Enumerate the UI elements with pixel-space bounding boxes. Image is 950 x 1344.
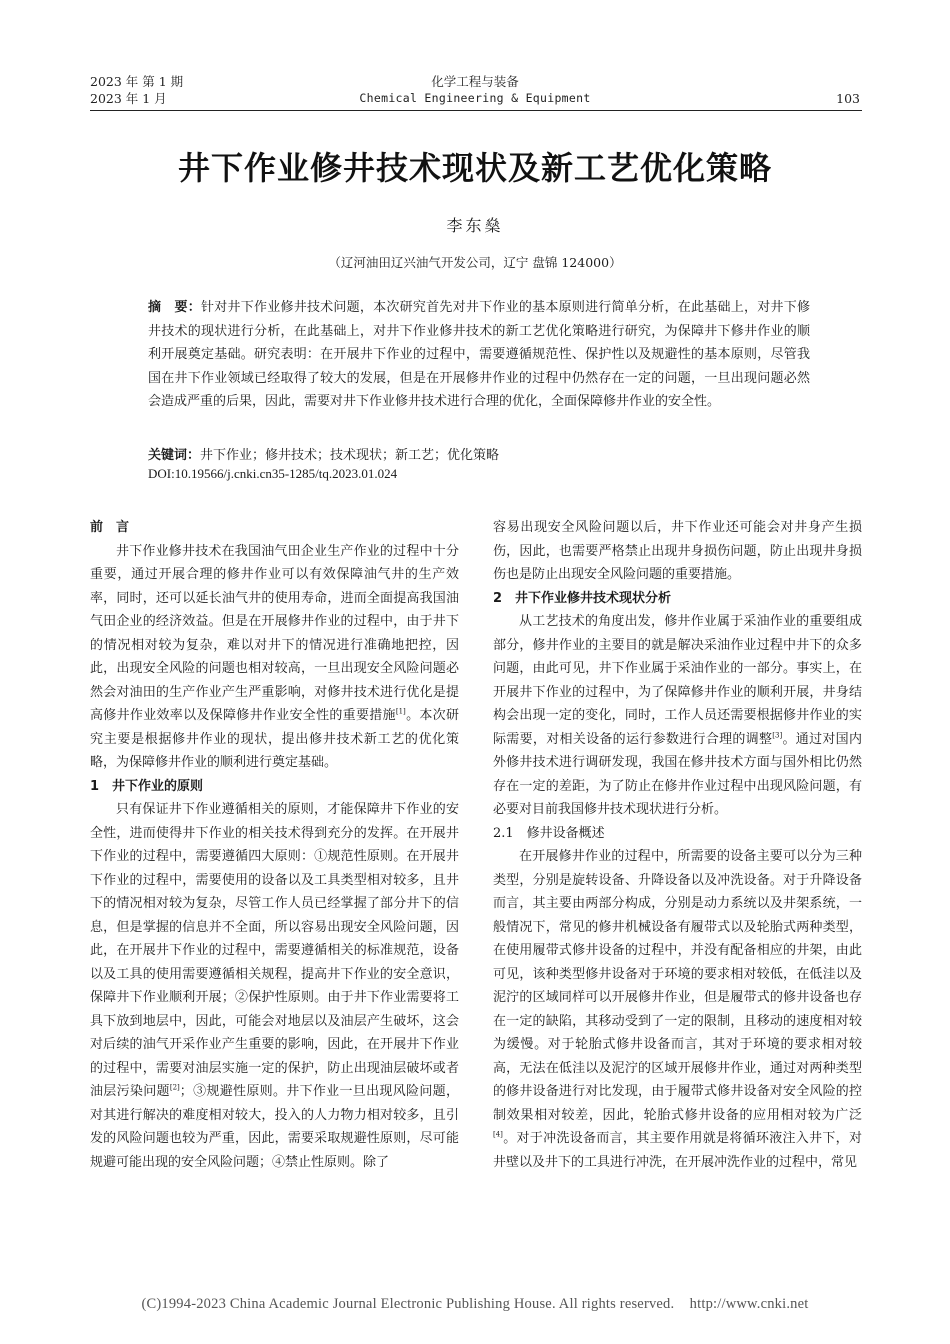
left-column [90,516,459,1174]
article-title: 井下作业修井技术现状及新工艺优化策略 [177,149,772,187]
issue-label: 2023 年 第 1 期 [90,74,184,89]
running-header-left [90,73,183,107]
doi: DOI:10.19566/j.cnki.cn35-1285/tq.2023.01.024 [148,466,398,481]
author-name: 李东燊 [446,216,504,235]
header-rule [90,110,862,111]
keywords [148,444,810,467]
paragraph-section-2-1: 在开展修井作业的过程中，所需要的设备主要可以分为三种类型，分别是旋转设备、升降设备以及冲洗设备。对于升降设备而言，其主要由两部分构成，分别是动力系统以及井架系统，一般情况下，常见的修井机械设备有履带式以及轮胎式两种类型，在使用履带式修井设备的过程中，并没有配备相应的井架，由此可见，该种类型修井设备对于环境的要求相对较低，在低洼以及泥泞的区域同样可以开展修井作业，但是履带式的修井设备也存在一定的缺陷，其移动受到了一定的限制，且移动的速度相对较为缓慢。对于轮胎式修井设备而言，其对于环境的要求相对较高，无法在低洼以及泥泞的区域开展修井作业，通过对两种类型的修井设备进行对比发现，由于履带式修井设备对安全风险的控制效果相对较差，因此，轮胎式修井设备的应用相对较为广泛[4]。对于冲洗设备而言，其主要作用就是将循环液注入井下，对井壁以及井下的工具进行冲洗，在开展冲洗作业的过程中，常见 [493,849,862,1170]
abstract-text: 针对井下作业修井技术问题，本次研究首先对井下作业的基本原则进行简单分析，在此基础上，对井下修井技术的现状进行分析，在此基础上，对井下作业修井技术的新工艺优化策略进行研究，为保障井下修井作业的顺利开展奠定基础。研究表明：在开展井下作业的过程中，需要遵循规范性、保护性以及规避性的基本原则，尽管我国在井下作业领域已经取得了较大的发展，但是在开展修井作业的过程中仍然存在一定的问题，一旦出现问题必然会造成严重的后果，因此，需要对井下作业修井技术进行合理的优化，全面保障修井作业的安全性。 [148,300,810,410]
abstract [148,296,810,414]
citation-ref: [2] [169,1083,180,1092]
paragraph-intro: 井下作业修井技术在我国油气田企业生产作业的过程中十分重要，通过开展合理的修井作业可以有效保障油气井的生产效率，同时，还可以延长油气井的使用寿命，进而全面提高我国油气田企业的经济效益。但是在开展修井作业的过程中，由于井下的情况相对较为复杂，难以对井下的情况进行准确地把控，因此，出现安全风险的问题也相对较高，一旦出现安全风险问题必然会对油田的生产作业产生严重影响，对修井技术进行优化是提高修井作业效率以及保障修井作业安全性的重要措施[1]。本次研究主要是根据修井作业的现状，提出修井技术新工艺的优化策略，为保障修井作业的顺利进行奠定基础。 [90,543,459,770]
issue-date: 2023 年 1 月 [90,91,167,106]
cnki-url[interactable]: http://www.cnki.net [689,1296,809,1312]
section-heading-1: 1 井下作业的原则 [90,778,204,794]
subsection-heading-2-1: 2.1 修井设备概述 [493,825,605,841]
citation-ref: [1] [395,707,406,716]
keywords-label: 关键词： [148,448,201,463]
journal-name-en: Chemical Engineering & Equipment [359,91,591,105]
right-column [493,516,862,1174]
author-affiliation: （辽河油田辽兴油气开发公司，辽宁 盘锦 124000） [328,255,622,270]
keywords-text: 井下作业；修井技术；技术现状；新工艺；优化策略 [200,448,500,463]
citation-ref: [4] [493,1130,503,1139]
journal-name-cn: 化学工程与装备 [431,74,519,89]
paragraph-continued: 容易出现安全风险问题以后，井下作业还可能会对井身产生损伤，因此，也需要严格禁止出现井身损伤问题，防止出现井身损伤也是防止出现安全风险问题的重要措施。 [493,520,862,582]
section-heading-2: 2 井下作业修井技术现状分析 [493,590,672,606]
paragraph-section-1: 只有保证井下作业遵循相关的原则，才能保障井下作业的安全性，进而使得井下作业的相关技术得到充分的发挥。在开展井下作业的过程中，需要遵循四大原则：①规范性原则。在开展井下作业的过程中，需要使用的设备以及工具类型相对较多，且井下的情况相对较为复杂，尽管工作人员已经掌握了部分井下的信息，但是掌握的信息并不全面，所以容易出现安全风险问题，因此，在开展井下作业的过程中，需要遵循相关的标准规范，设备以及工具的使用需要遵循相关规程，提高井下作业的安全意识，保障井下作业顺利开展；②保护性原则。由于井下作业需要将工具下放到地层中，因此，可能会对地层以及油层产生破坏，这会对后续的油气开采作业产生重要的影响，因此，在开展井下作业的过程中，需要对油层实施一定的保护，防止出现油层破坏或者油层污染问题[2]；③规避性原则。井下作业一旦出现风险问题，对其进行解决的难度相对较大，投入的人力物力相对较多，且引发的风险问题也较为严重，因此，需要采取规避性原则，尽可能规避可能出现的安全风险问题；④禁止性原则。除了 [90,802,459,1170]
page-number: 103 [836,91,860,106]
abstract-label: 摘 要： [148,300,201,315]
citation-ref: [3] [772,731,783,740]
copyright-footer [20,1296,930,1313]
running-header-center [300,73,650,107]
section-heading-intro: 前 言 [90,520,130,535]
copyright-text: (C)1994-2023 China Academic Journal Electronic Publishing House. All rights reserved. [141,1296,675,1312]
paragraph-section-2: 从工艺技术的角度出发，修井作业属于采油作业的重要组成部分，修井作业的主要目的就是解决采油作业过程中井下的众多问题，由此可见，井下作业属于采油作业的一部分。事实上，在开展井下作业的过程中，为了保障修井作业的顺利开展，井身结构会出现一定的变化，同时，工作人员还需要根据修井作业的实际需要，对相关设备的运行参数进行合理的调整[3]。通过对国内外修井技术进行调研发现，我国在修井技术方面与国外相比仍然存在一定的差距，为了防止在修井作业过程中出现风险问题，有必要对目前我国修井技术现状进行分析。 [493,614,862,817]
